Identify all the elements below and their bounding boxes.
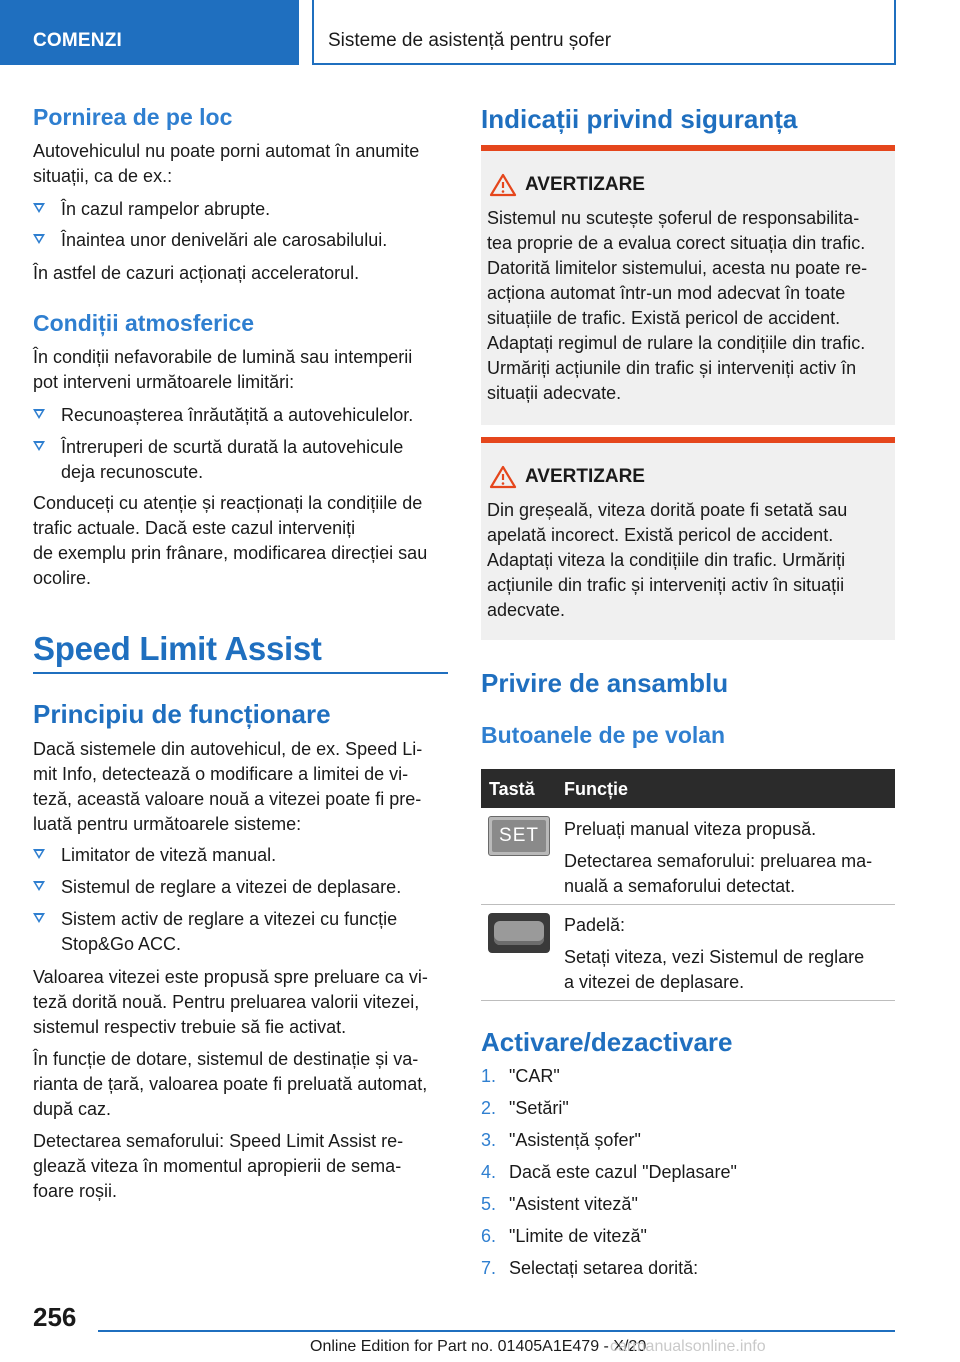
text-line: ocolire. [33, 568, 92, 588]
warning-triangle-icon [489, 173, 517, 197]
paragraph-dotare [33, 1047, 453, 1122]
table-row-separator [481, 1000, 895, 1001]
text-line: acțiunile din trafic și interveniți activ în situații [487, 575, 845, 595]
text-line: Detectarea semaforului: preluarea ma- [564, 851, 873, 871]
paddle-icon [488, 913, 550, 953]
warning-box [481, 145, 895, 425]
bullet-triangle-icon [33, 409, 45, 419]
step-number: 1. [481, 1066, 497, 1086]
set-button-label: SET [492, 820, 546, 852]
list-item-text: Recunoașterea înrăutățită a autovehiculelor. [61, 405, 414, 425]
text-line: glează viteza în momentul apropierii de sema- [33, 1156, 402, 1176]
list-item [33, 435, 448, 485]
text-line: de exemplu prin frânare, modificarea direcției sau [33, 543, 428, 563]
text-line: Adaptați regimul de rulare la condițiile din trafic. [487, 333, 866, 353]
table-cell-function [564, 849, 894, 899]
table-row-separator [481, 904, 895, 905]
heading-pornire: Pornirea de pe loc [33, 104, 233, 130]
paragraph-semafor [33, 1129, 453, 1204]
text-line: situații, ca de ex.: [33, 166, 173, 186]
text-line: În condiții nefavorabile de lumină sau intemperii [33, 347, 413, 367]
text-line: luată pentru următoarele sisteme: [33, 814, 302, 834]
page-number: 256 [33, 1302, 77, 1332]
text-line: Detectarea semaforului: Speed Limit Assist re- [33, 1131, 404, 1151]
list-item [33, 907, 448, 957]
step-number: 2. [481, 1098, 497, 1118]
bullet-triangle-icon [33, 881, 45, 891]
paragraph-principiu [33, 737, 453, 837]
text-line: după caz. [33, 1099, 112, 1119]
text-line: adecvate. [487, 600, 566, 620]
heading-speed-limit-assist: Speed Limit Assist [33, 630, 322, 667]
table-header-key: Tastă [489, 779, 535, 799]
heading-rule [33, 672, 448, 674]
list-item-text: Sistem activ de reglare a vitezei cu funcție [61, 909, 398, 929]
text-line: foare roșii. [33, 1181, 118, 1201]
bullet-triangle-icon [33, 441, 45, 451]
step-number: 3. [481, 1130, 497, 1150]
text-line: teză dorită nouă. Pentru preluarea valorii vitezei, [33, 992, 420, 1012]
text-line: rianta de țară, valoarea poate fi preluată automat, [33, 1074, 428, 1094]
warning-title: AVERTIZARE [525, 174, 645, 195]
text-line: Valoarea vitezei este propusă spre preluare ca vi- [33, 967, 428, 987]
step-text: "CAR" [509, 1066, 560, 1086]
text-line: Preluați manual viteza propusă. [564, 819, 817, 839]
warning-body [487, 206, 891, 406]
text-line: Conduceți cu atenție și reacționați la condițiile de [33, 493, 423, 513]
list-item-text: Sistemul de reglare a vitezei de deplasare. [61, 877, 402, 897]
warning-triangle-icon [489, 465, 517, 489]
list-item-text: Întreruperi de scurtă durată la autovehicule [61, 437, 404, 457]
warning-box [481, 437, 895, 640]
chapter-tab [312, 0, 896, 65]
text-line: teză, această valoare nouă a vitezei poate fi pre- [33, 789, 422, 809]
step-text: Selectați setarea dorită: [509, 1258, 699, 1278]
paragraph-conditii [33, 345, 448, 395]
text-line: trafic actuale. Dacă este cazul interveniți [33, 518, 356, 538]
step-text: "Limite de viteză" [509, 1226, 647, 1246]
heading-conditii: Condiții atmosferice [33, 310, 255, 336]
list-item-text: În cazul rampelor abrupte. [61, 199, 271, 219]
table-cell-function [564, 913, 894, 938]
text-line: situațiile de trafic. Există pericol de accident. [487, 308, 841, 328]
text-line: acționa automat într-un mod adecvat în toate [487, 283, 846, 303]
step-text: "Asistență șofer" [509, 1130, 641, 1150]
heading-privire: Privire de ansamblu [481, 668, 729, 698]
text-line: a vitezei de deplasare. [564, 972, 745, 992]
text-line: Urmăriți acțiunile din trafic și interveniți activ în [487, 358, 857, 378]
paragraph-valoare [33, 965, 453, 1040]
table-cell-function [564, 945, 894, 995]
list-item [33, 403, 448, 428]
step-text: "Setări" [509, 1098, 569, 1118]
step-number: 6. [481, 1226, 497, 1246]
list-item [33, 197, 448, 222]
step-number: 7. [481, 1258, 497, 1278]
text-line: Datorită limitelor sistemului, acesta nu poate re- [487, 258, 868, 278]
warning-title: AVERTIZARE [525, 466, 645, 487]
text-line: Autovehiculul nu poate porni automat în anumite [33, 141, 420, 161]
bullet-triangle-icon [33, 913, 45, 923]
heading-butoane: Butoanele de pe volan [481, 722, 726, 748]
list-item-text: Înaintea unor denivelări ale carosabilului. [61, 230, 388, 250]
bullet-triangle-icon [33, 203, 45, 213]
text-line: Sistemul nu scutește șoferul de responsabilita- [487, 208, 860, 228]
heading-siguranta: Indicații privind siguranța [481, 104, 798, 134]
step-text: "Asistent viteză" [509, 1194, 638, 1214]
table-header [481, 769, 895, 808]
text-line: Padelă: [564, 915, 626, 935]
list-item [33, 228, 448, 253]
text-line: apelată incorect. Există pericol de accident. [487, 525, 834, 545]
watermark: carmanualsonline.info [610, 1338, 766, 1355]
paragraph-pornire-2: În astfel de cazuri acționați acceleratorul. [33, 263, 360, 283]
paragraph-conditii-2 [33, 491, 453, 591]
step-number: 5. [481, 1194, 497, 1214]
text-line: Adaptați viteza la condițiile din trafic. Urmăriți [487, 550, 846, 570]
step-text: Dacă este cazul "Deplasare" [509, 1162, 737, 1182]
footer-rule [98, 1330, 895, 1332]
table-header-function: Funcție [564, 779, 629, 799]
list-item-text: Limitator de viteză manual. [61, 845, 277, 865]
text-line: tea proprie de a evalua corect situația din trafic. [487, 233, 866, 253]
bullet-triangle-icon [33, 234, 45, 244]
list-item-text: deja recunoscute. [61, 462, 204, 482]
set-button-icon [488, 816, 550, 856]
warning-body [487, 498, 891, 623]
list-item-text: Stop&Go ACC. [61, 934, 182, 954]
text-line: Setați viteza, vezi Sistemul de reglare [564, 947, 865, 967]
section-tab [0, 0, 299, 65]
bullet-triangle-icon [33, 849, 45, 859]
text-line: Dacă sistemele din autovehicul, de ex. Speed Li- [33, 739, 423, 759]
footer-edition: Online Edition for Part no. 01405A1E479 - X/20 [310, 1338, 647, 1355]
heading-principiu: Principiu de funcționare [33, 699, 331, 729]
text-line: În funcție de dotare, sistemul de destinație și va- [33, 1049, 419, 1069]
paddle-shape [494, 921, 544, 945]
paragraph-pornire [33, 139, 448, 189]
heading-activare: Activare/dezactivare [481, 1027, 733, 1057]
chapter-title: Sisteme de asistență pentru șofer [328, 30, 612, 51]
text-line: situații adecvate. [487, 383, 622, 403]
text-line: Din greșeală, viteza dorită poate fi setată sau [487, 500, 848, 520]
text-line: nuală a semaforului detectat. [564, 876, 796, 896]
step-number: 4. [481, 1162, 497, 1182]
text-line: sistemul respectiv trebuie să fie activat. [33, 1017, 347, 1037]
section-title: COMENZI [33, 30, 123, 51]
text-line: mit Info, detectează o modificare a limitei de vi- [33, 764, 409, 784]
table-cell-function [564, 817, 894, 842]
list-item [33, 843, 448, 868]
list-item [33, 875, 448, 900]
text-line: pot interveni următoarele limitări: [33, 372, 295, 392]
